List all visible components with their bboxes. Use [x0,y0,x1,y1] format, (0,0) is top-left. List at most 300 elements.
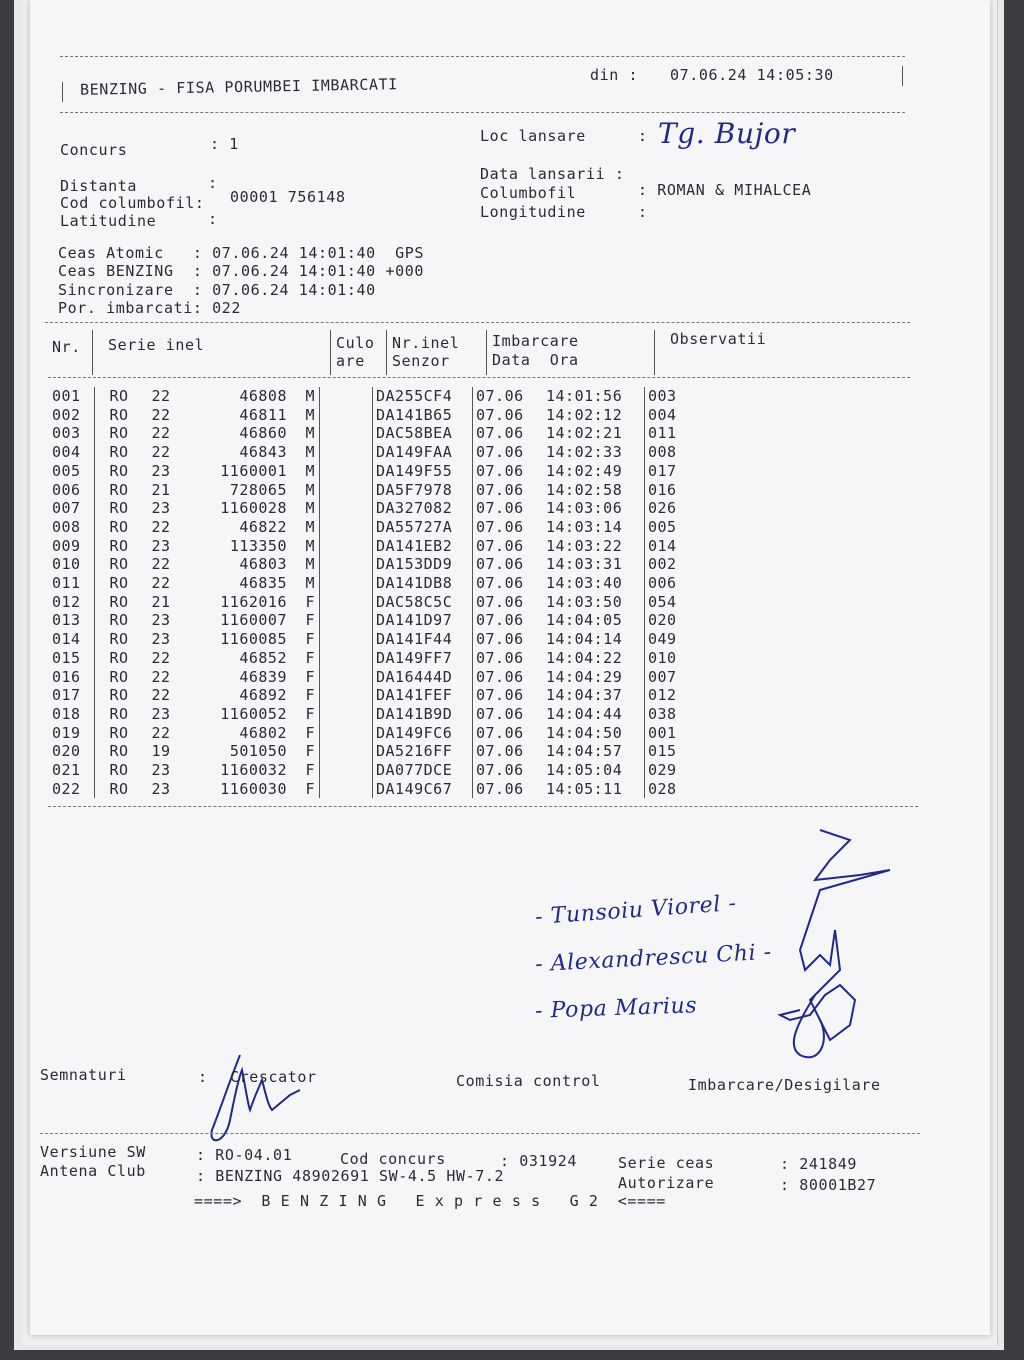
latitudine-value: : [208,210,218,228]
row-sensor-id: DAC58C5C [373,593,473,612]
row-observation: 016 [648,480,677,499]
table-row [50,424,708,443]
row-date: 07.06 [476,667,524,686]
row-year: 22 [151,555,171,574]
row-date: 07.06 [476,555,524,574]
antena-club-label: Antena Club [40,1162,146,1180]
cod-concurs-value: : 031924 [500,1152,578,1170]
row-sensor-id: DA327082 [373,499,473,518]
crescator-signature [200,1050,310,1150]
row-date: 07.06 [476,461,524,480]
row-year: 23 [151,611,171,630]
row-year: 22 [151,574,171,593]
row-country: RO [109,480,129,499]
row-country: RO [109,779,129,798]
row-year: 22 [151,648,171,667]
row-time: 14:02:21 [542,424,645,443]
row-year: 22 [151,667,171,686]
row-date: 07.06 [476,574,524,593]
row-date: 07.06 [476,723,524,742]
row-color [320,686,373,705]
row-observation: 006 [648,574,677,593]
row-nr: 004 [50,443,95,462]
serie-ceas-label: Serie ceas [618,1154,715,1172]
row-nr: 011 [50,574,95,593]
crescator-label: Crescator [230,1068,317,1086]
header-right-bar [902,66,903,86]
semnaturi-sep: : [198,1068,208,1086]
col-divider-imbarcare [654,330,655,375]
row-color [320,780,373,799]
row-time: 14:05:11 [542,780,645,799]
row-time: 14:03:14 [542,518,645,537]
table-row [50,668,708,687]
row-year: 22 [151,443,171,462]
row-observation: 038 [648,704,677,723]
distanta-label: Distanta [60,177,138,195]
row-nr: 019 [50,724,95,743]
row-nr: 001 [50,387,95,406]
porumbei-imbarcati-line: Por. imbarcati: 022 [58,299,241,317]
row-sensor-id: DA5216FF [373,742,473,761]
row-sensor-id: DA149C67 [373,780,473,799]
longitudine-label: Longitudine [480,203,586,221]
row-time: 14:03:22 [542,537,645,556]
row-nr: 006 [50,481,95,500]
row-year: 22 [151,517,171,536]
row-country: RO [109,536,129,555]
row-ring-number: 1160030 [220,779,287,798]
row-country: RO [109,517,129,536]
row-sensor-id: DA149FAA [373,443,473,462]
table-header-bottom-rule [48,377,910,378]
row-time: 14:03:31 [542,555,645,574]
row-country: RO [109,742,129,761]
loc-lansare-sep: : [638,127,648,145]
latitudine-label: Latitudine [60,212,157,230]
row-country: RO [109,686,129,705]
row-ring-number: 1162016 [220,592,287,611]
table-row [50,499,708,518]
committee-signature [760,820,920,1070]
row-sex: M [287,555,320,574]
pigeons-table [50,387,708,798]
row-country: RO [109,723,129,742]
row-year: 22 [151,387,171,405]
table-row [50,537,708,556]
row-ring-number: 46839 [239,667,287,686]
row-time: 14:03:50 [542,593,645,612]
row-country: RO [109,667,129,686]
row-date: 07.06 [476,499,524,518]
columbofil-label: Columbofil [480,184,577,202]
row-date: 07.06 [476,779,524,798]
row-time: 14:04:22 [542,649,645,668]
row-nr: 009 [50,537,95,556]
serie-ceas-value: : 241849 [780,1155,858,1173]
row-nr: 022 [50,780,95,799]
document-title: BENZING - FISA PORUMBEI IMBARCATI [79,75,398,99]
row-country: RO [109,630,129,649]
row-ring-number: 46892 [239,686,287,705]
benzing-banner: ====> B E N Z I N G E x p r e s s G 2 <==== [194,1192,666,1210]
handwritten-name-1: - Tunsoiu Viorel - [534,890,738,931]
row-sensor-id: DA5F7978 [373,481,473,500]
versiune-sw-value: : RO-04.01 [196,1146,293,1164]
row-sensor-id: DA149FC6 [373,724,473,743]
row-country: RO [109,761,129,780]
row-country: RO [109,592,129,611]
ceas-atomic-line: Ceas Atomic : 07.06.24 14:01:40 GPS [58,244,424,262]
row-color [320,630,373,649]
row-sex: M [287,574,320,593]
table-row [50,555,708,574]
row-country: RO [109,611,129,630]
row-date: 07.06 [476,592,524,611]
row-nr: 017 [50,686,95,705]
table-row [50,630,708,649]
header-nr-inel-1: Nr.inel [392,334,460,352]
row-date: 07.06 [476,761,524,780]
row-sensor-id: DA141FEF [373,686,473,705]
row-sensor-id: DA141D97 [373,611,473,630]
row-color [320,555,373,574]
header-bottom-rule [60,112,905,113]
document-page [30,0,990,1335]
row-sensor-id: DA55727A [373,518,473,537]
table-row [50,574,708,593]
row-date: 07.06 [476,536,524,555]
antena-club-value: : BENZING 48902691 SW-4.5 HW-7.2 [196,1167,505,1185]
row-time: 14:04:05 [542,611,645,630]
row-time: 14:02:58 [542,481,645,500]
row-time: 14:01:56 [542,387,645,406]
table-row [50,724,708,743]
row-observation: 015 [648,742,677,761]
row-date: 07.06 [476,517,524,536]
row-sex: F [287,668,320,687]
row-color [320,742,373,761]
header-left-bar [62,82,63,102]
row-time: 14:04:14 [542,630,645,649]
row-nr: 012 [50,593,95,612]
col-divider-nr [92,330,93,375]
header-culoare-2: are [336,352,365,370]
row-nr: 020 [50,742,95,761]
row-sex: F [287,611,320,630]
header-nr-inel-2: Senzor [392,352,450,370]
row-country: RO [109,704,129,723]
row-time: 14:04:44 [542,705,645,724]
row-ring-number: 501050 [229,742,287,761]
row-ring-number: 1160028 [220,499,287,518]
row-color [320,518,373,537]
header-imbarcare-1: Imbarcare [492,332,579,350]
row-color [320,499,373,518]
row-date: 07.06 [476,480,524,499]
columbofil-value: : ROMAN & MIHALCEA [638,181,812,199]
row-sensor-id: DA077DCE [373,761,473,780]
row-ring-number: 1160085 [220,630,287,649]
row-sensor-id: DAC58BEA [373,424,473,443]
row-country: RO [109,424,129,443]
row-ring-number: 1160007 [220,611,287,630]
row-nr: 021 [50,761,95,780]
table-bottom-rule [48,806,918,807]
row-country: RO [109,461,129,480]
row-date: 07.06 [476,704,524,723]
row-sensor-id: DA149F55 [373,462,473,481]
row-year: 23 [151,704,171,723]
row-color [320,611,373,630]
row-sex: F [287,593,320,612]
loc-lansare-label: Loc lansare [480,127,586,145]
date-prefix: din : [590,66,639,84]
table-row [50,406,708,425]
row-year: 21 [151,480,171,499]
row-year: 23 [151,461,171,480]
row-sensor-id: DA16444D [373,668,473,687]
row-sensor-id: DA141B65 [373,406,473,425]
table-row [50,443,708,462]
row-ring-number: 46843 [239,443,287,462]
row-observation: 054 [648,592,677,611]
row-nr: 008 [50,518,95,537]
row-sex: M [287,481,320,500]
row-year: 23 [151,499,171,518]
distanta-value: : [208,174,218,192]
row-date: 07.06 [476,405,524,424]
row-observation: 017 [648,461,677,480]
row-nr: 013 [50,611,95,630]
row-date: 07.06 [476,648,524,667]
row-time: 14:04:57 [542,742,645,761]
row-ring-number: 1160032 [220,761,287,780]
longitudine-value: : [638,203,648,221]
header-culoare-1: Culo [336,334,375,352]
row-color [320,462,373,481]
row-sex: M [287,406,320,425]
row-sensor-id: DA149FF7 [373,649,473,668]
row-nr: 002 [50,406,95,425]
table-row [50,481,708,500]
table-row [50,518,708,537]
col-divider-serie [330,330,331,375]
row-sex: M [287,537,320,556]
row-sensor-id: DA141B9D [373,705,473,724]
row-time: 14:02:33 [542,443,645,462]
concurs-value: : 1 [210,135,239,153]
row-sensor-id: DA141F44 [373,630,473,649]
row-observation: 008 [648,443,677,462]
row-sex: F [287,630,320,649]
row-country: RO [109,405,129,424]
row-sex: F [287,742,320,761]
row-ring-number: 46808 [239,387,287,405]
cod-concurs-label: Cod concurs [340,1150,446,1168]
row-color [320,761,373,780]
row-country: RO [109,574,129,593]
concurs-label: Concurs [60,141,128,159]
ceas-benzing-line: Ceas BENZING : 07.06.24 14:01:40 +000 [58,262,424,280]
footer-top-rule [40,1133,920,1134]
row-year: 23 [151,630,171,649]
row-country: RO [109,387,129,405]
row-sex: F [287,705,320,724]
row-observation: 012 [648,686,677,705]
row-sex: M [287,499,320,518]
row-sex: M [287,518,320,537]
row-sex: M [287,387,320,406]
row-date: 07.06 [476,611,524,630]
pigeons-table-body [50,387,708,798]
row-observation: 026 [648,499,677,518]
row-date: 07.06 [476,630,524,649]
row-color [320,387,373,406]
row-observation: 002 [648,555,677,574]
table-top-rule [45,322,910,323]
cod-columbofil-value: 00001 756148 [230,188,346,206]
row-color [320,481,373,500]
table-row [50,611,708,630]
row-year: 23 [151,536,171,555]
col-divider-culoare [386,330,387,375]
autorizare-value: : 80001B27 [780,1176,877,1194]
row-observation: 010 [648,648,677,667]
row-nr: 015 [50,649,95,668]
row-observation: 003 [648,387,677,405]
row-time: 14:04:37 [542,686,645,705]
row-country: RO [109,555,129,574]
row-year: 23 [151,761,171,780]
row-date: 07.06 [476,742,524,761]
row-ring-number: 46803 [239,555,287,574]
row-country: RO [109,648,129,667]
header-nr: Nr. [52,338,81,356]
row-color [320,406,373,425]
table-row [50,462,708,481]
row-observation: 028 [648,779,677,798]
header-serie-inel: Serie inel [108,336,205,354]
row-ring-number: 46835 [239,574,287,593]
row-country: RO [109,443,129,462]
row-nr: 007 [50,499,95,518]
col-divider-senzor [486,330,487,375]
cod-columbofil-label: Cod columbofil: [60,194,205,212]
row-date: 07.06 [476,443,524,462]
row-color [320,443,373,462]
row-observation: 007 [648,667,677,686]
row-observation: 029 [648,761,677,780]
row-sex: M [287,443,320,462]
row-time: 14:02:12 [542,406,645,425]
table-row [50,686,708,705]
row-ring-number: 1160052 [220,704,287,723]
row-sensor-id: DA141DB8 [373,574,473,593]
row-sex: F [287,686,320,705]
row-time: 14:04:29 [542,668,645,687]
row-year: 21 [151,592,171,611]
row-nr: 016 [50,668,95,687]
row-ring-number: 46852 [239,648,287,667]
row-ring-number: 728065 [229,480,287,499]
comisia-control-label: Comisia control [456,1072,601,1090]
row-time: 14:05:04 [542,761,645,780]
row-sex: M [287,424,320,443]
row-sex: M [287,462,320,481]
semnaturi-label: Semnaturi [40,1066,127,1084]
row-time: 14:02:49 [542,462,645,481]
row-nr: 003 [50,424,95,443]
row-time: 14:04:50 [542,724,645,743]
row-observation: 004 [648,405,677,424]
row-sensor-id: DA141EB2 [373,537,473,556]
row-ring-number: 1160001 [220,461,287,480]
row-color [320,424,373,443]
table-row [50,705,708,724]
row-color [320,593,373,612]
row-date: 07.06 [476,424,524,443]
row-color [320,668,373,687]
handwritten-name-2: - Alexandrescu Chi - [534,939,773,978]
row-year: 23 [151,779,171,798]
table-row [50,387,708,406]
autorizare-label: Autorizare [618,1174,715,1192]
header-top-rule [60,56,905,57]
row-date: 07.06 [476,387,524,405]
row-sensor-id: DA255CF4 [373,387,473,406]
row-observation: 005 [648,517,677,536]
header-imbarcare-2: Data Ora [492,351,579,369]
data-lansarii-label: Data lansarii : [480,165,625,183]
table-row [50,761,708,780]
row-ring-number: 46860 [239,424,287,443]
row-year: 22 [151,424,171,443]
table-row [50,780,708,799]
table-row [50,742,708,761]
handwritten-name-3: - Popa Marius [534,993,698,1024]
versiune-sw-label: Versiune SW [40,1143,146,1161]
document-date: 07.06.24 14:05:30 [670,66,834,84]
row-observation: 014 [648,536,677,555]
header-observatii: Observatii [670,330,767,348]
row-color [320,649,373,668]
row-ring-number: 46811 [239,405,287,424]
row-year: 22 [151,723,171,742]
row-sex: F [287,649,320,668]
sincronizare-line: Sincronizare : 07.06.24 14:01:40 [58,281,376,299]
row-date: 07.06 [476,686,524,705]
row-nr: 018 [50,705,95,724]
row-time: 14:03:06 [542,499,645,518]
row-sex: F [287,761,320,780]
row-color [320,724,373,743]
row-country: RO [109,499,129,518]
row-color [320,705,373,724]
row-observation: 020 [648,611,677,630]
row-sex: F [287,780,320,799]
row-ring-number: 46822 [239,517,287,536]
row-nr: 014 [50,630,95,649]
loc-lansare-handwritten: Tg. Bujor [658,117,796,150]
row-sex: F [287,724,320,743]
imbarcare-desigilare-label: Imbarcare/Desigilare [688,1076,881,1094]
row-year: 22 [151,405,171,424]
row-color [320,537,373,556]
table-row [50,593,708,612]
row-ring-number: 113350 [229,536,287,555]
row-observation: 001 [648,723,677,742]
